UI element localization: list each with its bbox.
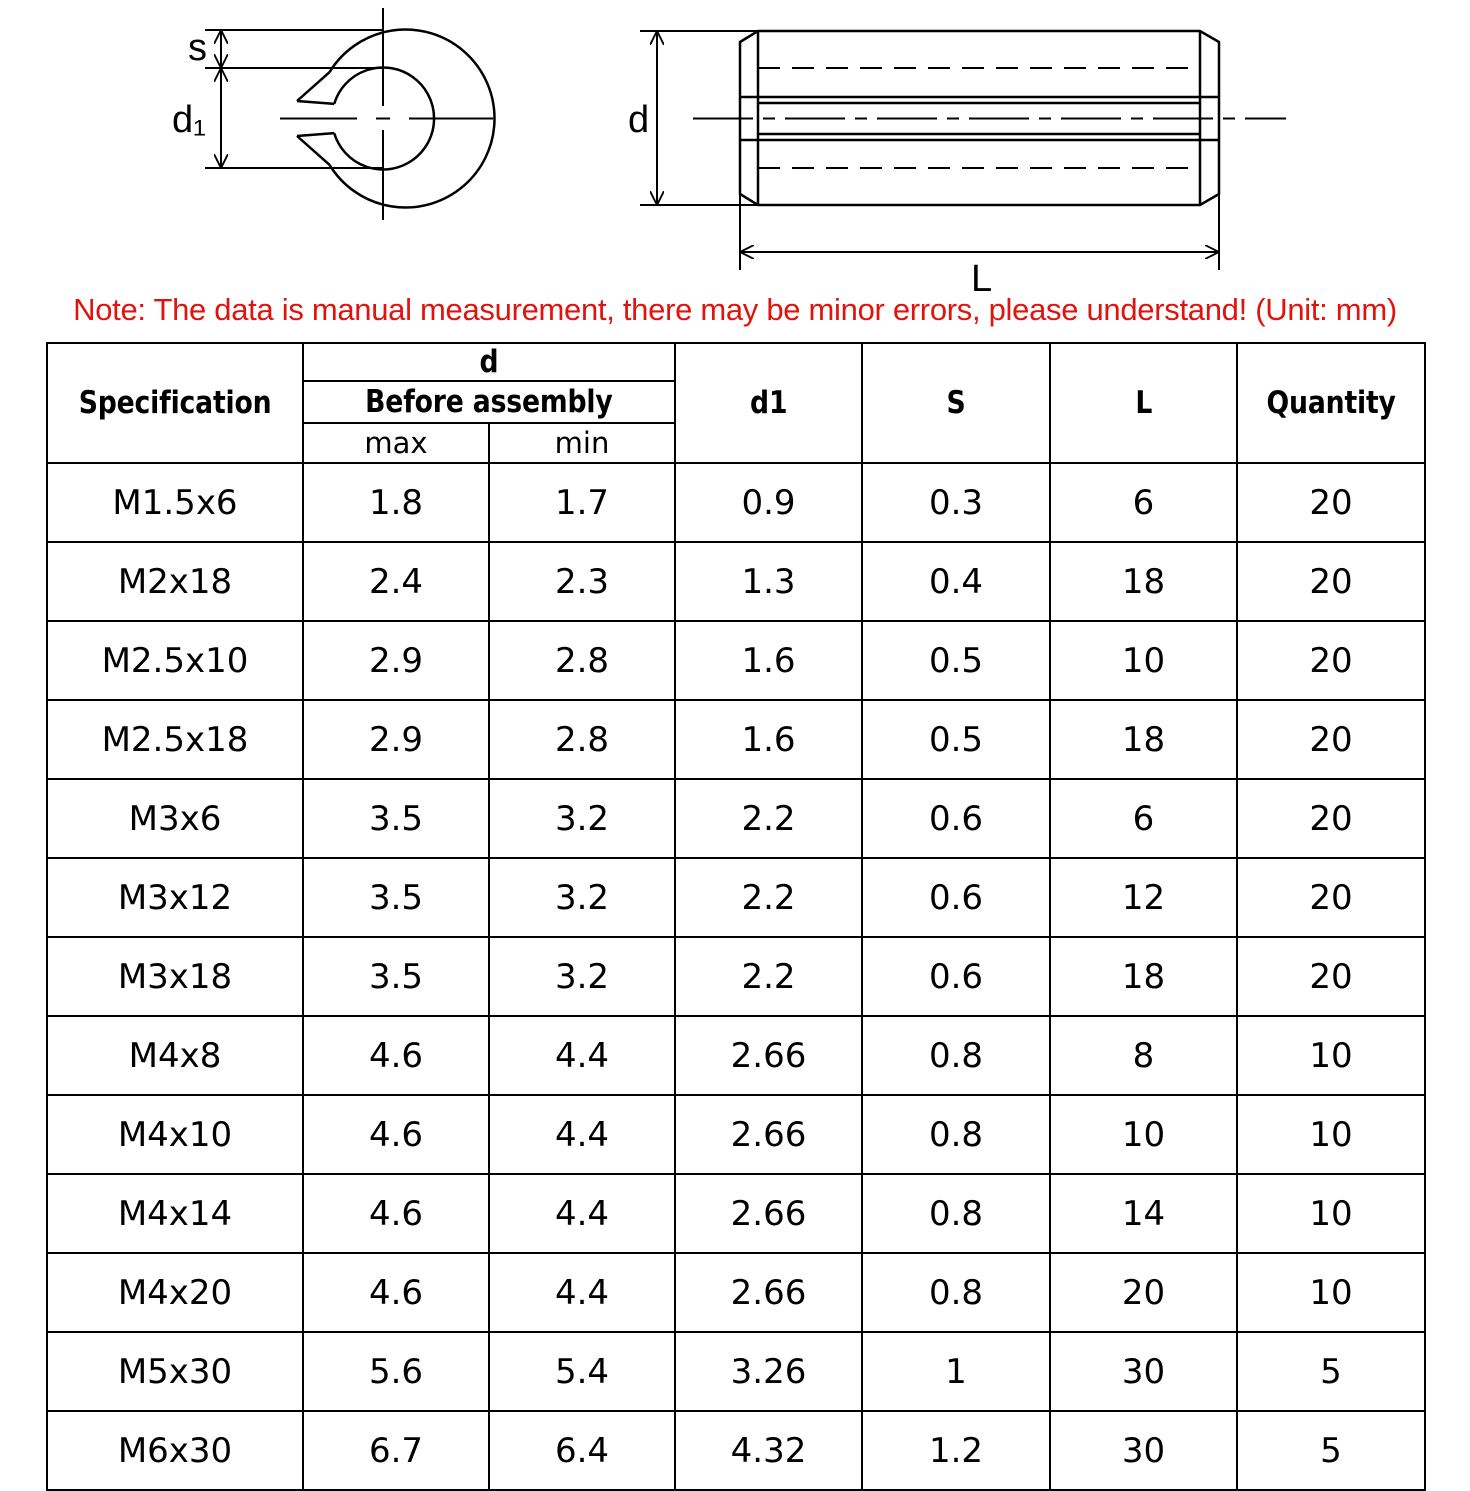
cell-specification: M4x8	[47, 1016, 303, 1095]
L-dim-label: L	[971, 258, 993, 292]
cell-L: 20	[1050, 1253, 1237, 1332]
cell-specification: M5x30	[47, 1332, 303, 1411]
table-row	[47, 1332, 1425, 1411]
cell-d-max: 2.4	[303, 542, 489, 621]
s-dim-label: s	[188, 27, 207, 69]
cell-d1: 2.2	[675, 779, 862, 858]
cell-d-max: 3.5	[303, 779, 489, 858]
cell-d-max: 2.9	[303, 700, 489, 779]
table-row	[47, 1174, 1425, 1253]
d1-dim-label: d₁	[172, 99, 206, 141]
cell-s: 0.4	[862, 542, 1050, 621]
cell-s: 0.5	[862, 700, 1050, 779]
cell-s: 0.5	[862, 621, 1050, 700]
measurement-note: Note: The data is manual measurement, there may be minor errors, please understand! (Unit: mm)	[73, 292, 1397, 327]
cell-L: 8	[1050, 1016, 1237, 1095]
header-before-assembly: Before assembly	[303, 381, 675, 423]
table-row	[47, 700, 1425, 779]
cell-d-max: 1.8	[303, 463, 489, 542]
table-row	[47, 1411, 1425, 1490]
cell-d1: 2.66	[675, 1016, 862, 1095]
cell-quantity: 20	[1237, 700, 1425, 779]
cell-specification: M1.5x6	[47, 463, 303, 542]
cell-d-min: 2.8	[489, 700, 675, 779]
cell-d1: 1.3	[675, 542, 862, 621]
cell-d-min: 4.4	[489, 1095, 675, 1174]
cell-d-min: 4.4	[489, 1174, 675, 1253]
cell-quantity: 20	[1237, 542, 1425, 621]
header-d: d	[303, 343, 675, 381]
cell-d-min: 3.2	[489, 779, 675, 858]
cell-d1: 2.2	[675, 937, 862, 1016]
cell-L: 30	[1050, 1411, 1237, 1490]
cell-L: 18	[1050, 542, 1237, 621]
cell-d-min: 4.4	[489, 1253, 675, 1332]
cell-s: 0.3	[862, 463, 1050, 542]
cell-d-max: 5.6	[303, 1332, 489, 1411]
cell-quantity: 10	[1237, 1016, 1425, 1095]
header-s: S	[862, 343, 1050, 463]
table-row	[47, 779, 1425, 858]
cell-d-min: 3.2	[489, 937, 675, 1016]
cell-d1: 3.26	[675, 1332, 862, 1411]
washer-end-view	[205, 8, 495, 220]
header-d1: d1	[675, 343, 862, 463]
cell-specification: M3x12	[47, 858, 303, 937]
cell-L: 10	[1050, 1095, 1237, 1174]
cell-d-min: 2.8	[489, 621, 675, 700]
cell-s: 0.8	[862, 1174, 1050, 1253]
cell-d-min: 4.4	[489, 1016, 675, 1095]
cell-L: 14	[1050, 1174, 1237, 1253]
d-dim-label: d	[628, 99, 650, 141]
cell-d1: 4.32	[675, 1411, 862, 1490]
cell-d-min: 2.3	[489, 542, 675, 621]
table-row	[47, 1095, 1425, 1174]
cell-d-min: 6.4	[489, 1411, 675, 1490]
cell-d-max: 3.5	[303, 858, 489, 937]
header-quantity: Quantity	[1237, 343, 1425, 463]
cell-s: 0.6	[862, 858, 1050, 937]
cell-d1: 2.66	[675, 1253, 862, 1332]
cell-d1: 1.6	[675, 621, 862, 700]
cell-specification: M2x18	[47, 542, 303, 621]
cell-L: 18	[1050, 700, 1237, 779]
cell-quantity: 20	[1237, 937, 1425, 1016]
cell-L: 12	[1050, 858, 1237, 937]
table-row	[47, 1253, 1425, 1332]
cell-s: 0.6	[862, 937, 1050, 1016]
cell-specification: M4x20	[47, 1253, 303, 1332]
header-max: max	[303, 423, 489, 463]
cell-specification: M4x10	[47, 1095, 303, 1174]
pin-side-view	[640, 31, 1286, 270]
cell-d1: 2.2	[675, 858, 862, 937]
cell-specification: M2.5x10	[47, 621, 303, 700]
cell-quantity: 20	[1237, 621, 1425, 700]
cell-L: 10	[1050, 621, 1237, 700]
header-specification: Specification	[47, 343, 303, 463]
cell-quantity: 10	[1237, 1253, 1425, 1332]
cell-quantity: 5	[1237, 1411, 1425, 1490]
cell-s: 0.8	[862, 1253, 1050, 1332]
table-row	[47, 858, 1425, 937]
header-min: min	[489, 423, 675, 463]
cell-d-min: 1.7	[489, 463, 675, 542]
cell-quantity: 20	[1237, 858, 1425, 937]
cell-specification: M4x14	[47, 1174, 303, 1253]
cell-L: 6	[1050, 779, 1237, 858]
table-body	[47, 463, 1425, 1490]
table-row	[47, 621, 1425, 700]
cell-d-max: 4.6	[303, 1174, 489, 1253]
cell-d-min: 3.2	[489, 858, 675, 937]
cell-quantity: 10	[1237, 1174, 1425, 1253]
cell-s: 1.2	[862, 1411, 1050, 1490]
table-row	[47, 937, 1425, 1016]
cell-d1: 0.9	[675, 463, 862, 542]
technical-drawing	[0, 0, 1470, 292]
cell-specification: M2.5x18	[47, 700, 303, 779]
cell-d-max: 4.6	[303, 1016, 489, 1095]
cell-d-max: 6.7	[303, 1411, 489, 1490]
cell-s: 0.8	[862, 1016, 1050, 1095]
cell-d-min: 5.4	[489, 1332, 675, 1411]
cell-d1: 1.6	[675, 700, 862, 779]
table-row	[47, 463, 1425, 542]
cell-quantity: 10	[1237, 1095, 1425, 1174]
specification-table	[46, 342, 1426, 1491]
cell-d-max: 3.5	[303, 937, 489, 1016]
table-row	[47, 1016, 1425, 1095]
cell-quantity: 20	[1237, 463, 1425, 542]
cell-quantity: 20	[1237, 779, 1425, 858]
cell-L: 18	[1050, 937, 1237, 1016]
cell-d-max: 4.6	[303, 1095, 489, 1174]
cell-s: 0.8	[862, 1095, 1050, 1174]
cell-s: 0.6	[862, 779, 1050, 858]
cell-specification: M3x18	[47, 937, 303, 1016]
cell-specification: M3x6	[47, 779, 303, 858]
cell-d-max: 4.6	[303, 1253, 489, 1332]
cell-d-max: 2.9	[303, 621, 489, 700]
table-row	[47, 542, 1425, 621]
cell-L: 30	[1050, 1332, 1237, 1411]
cell-specification: M6x30	[47, 1411, 303, 1490]
cell-quantity: 5	[1237, 1332, 1425, 1411]
header-L: L	[1050, 343, 1237, 463]
cell-d1: 2.66	[675, 1095, 862, 1174]
cell-L: 6	[1050, 463, 1237, 542]
cell-d1: 2.66	[675, 1174, 862, 1253]
cell-s: 1	[862, 1332, 1050, 1411]
